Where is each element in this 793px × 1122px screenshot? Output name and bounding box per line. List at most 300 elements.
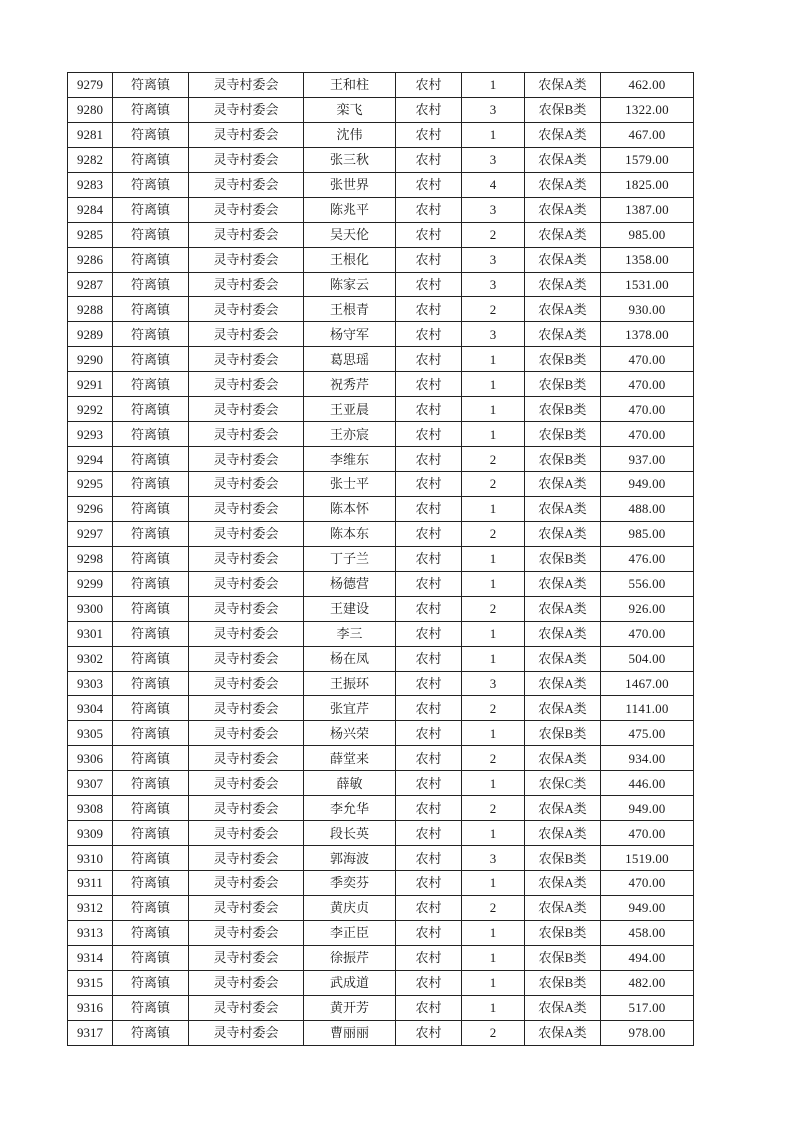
village-committee-cell: 灵寺村委会 (189, 521, 304, 546)
household-type-cell: 农村 (396, 496, 462, 521)
household-type-cell: 农村 (396, 372, 462, 397)
member-count-cell: 3 (462, 97, 525, 122)
household-type-cell: 农村 (396, 347, 462, 372)
insurance-category-cell: 农保A类 (525, 621, 601, 646)
insurance-category-cell: 农保A类 (525, 596, 601, 621)
amount-cell: 1358.00 (601, 247, 694, 272)
name-cell: 王根青 (304, 297, 396, 322)
member-count-cell: 1 (462, 496, 525, 521)
village-committee-cell: 灵寺村委会 (189, 496, 304, 521)
insurance-category-cell: 农保B类 (525, 97, 601, 122)
table-row (68, 621, 694, 646)
household-type-cell: 农村 (396, 272, 462, 297)
name-cell: 季奕芬 (304, 871, 396, 896)
member-count-cell: 1 (462, 821, 525, 846)
table-row (68, 147, 694, 172)
town-cell: 符离镇 (113, 895, 189, 920)
town-cell: 符离镇 (113, 197, 189, 222)
records-table (67, 72, 694, 1046)
village-committee-cell: 灵寺村委会 (189, 1020, 304, 1045)
member-count-cell: 2 (462, 447, 525, 472)
table-row (68, 521, 694, 546)
town-cell: 符离镇 (113, 571, 189, 596)
household-type-cell: 农村 (396, 646, 462, 671)
table-row (68, 646, 694, 671)
amount-cell: 462.00 (601, 73, 694, 98)
name-cell: 张三秋 (304, 147, 396, 172)
name-cell: 李三 (304, 621, 396, 646)
member-count-cell: 2 (462, 746, 525, 771)
household-type-cell: 农村 (396, 920, 462, 945)
town-cell: 符离镇 (113, 147, 189, 172)
record-id-cell: 9317 (68, 1020, 113, 1045)
household-type-cell: 农村 (396, 746, 462, 771)
record-id-cell: 9294 (68, 447, 113, 472)
name-cell: 葛思瑶 (304, 347, 396, 372)
record-id-cell: 9304 (68, 696, 113, 721)
name-cell: 黄庆贞 (304, 895, 396, 920)
town-cell: 符离镇 (113, 322, 189, 347)
household-type-cell: 农村 (396, 97, 462, 122)
village-committee-cell: 灵寺村委会 (189, 172, 304, 197)
town-cell: 符离镇 (113, 222, 189, 247)
member-count-cell: 4 (462, 172, 525, 197)
village-committee-cell: 灵寺村委会 (189, 347, 304, 372)
town-cell: 符离镇 (113, 920, 189, 945)
insurance-category-cell: 农保A类 (525, 521, 601, 546)
record-id-cell: 9279 (68, 73, 113, 98)
household-type-cell: 农村 (396, 821, 462, 846)
village-committee-cell: 灵寺村委会 (189, 671, 304, 696)
member-count-cell: 1 (462, 546, 525, 571)
insurance-category-cell: 农保B类 (525, 422, 601, 447)
amount-cell: 934.00 (601, 746, 694, 771)
record-id-cell: 9286 (68, 247, 113, 272)
member-count-cell: 2 (462, 796, 525, 821)
member-count-cell: 2 (462, 895, 525, 920)
amount-cell: 1531.00 (601, 272, 694, 297)
amount-cell: 930.00 (601, 297, 694, 322)
village-committee-cell: 灵寺村委会 (189, 970, 304, 995)
town-cell: 符离镇 (113, 621, 189, 646)
amount-cell: 937.00 (601, 447, 694, 472)
name-cell: 杨守军 (304, 322, 396, 347)
amount-cell: 494.00 (601, 945, 694, 970)
household-type-cell: 农村 (396, 995, 462, 1020)
amount-cell: 446.00 (601, 771, 694, 796)
amount-cell: 467.00 (601, 122, 694, 147)
town-cell: 符离镇 (113, 671, 189, 696)
table-row (68, 671, 694, 696)
name-cell: 陈本怀 (304, 496, 396, 521)
town-cell: 符离镇 (113, 247, 189, 272)
amount-cell: 1579.00 (601, 147, 694, 172)
town-cell: 符离镇 (113, 97, 189, 122)
table-row (68, 546, 694, 571)
insurance-category-cell: 农保A类 (525, 696, 601, 721)
table-row (68, 721, 694, 746)
town-cell: 符离镇 (113, 696, 189, 721)
name-cell: 陈兆平 (304, 197, 396, 222)
village-committee-cell: 灵寺村委会 (189, 771, 304, 796)
record-id-cell: 9281 (68, 122, 113, 147)
table-row (68, 247, 694, 272)
amount-cell: 949.00 (601, 895, 694, 920)
household-type-cell: 农村 (396, 122, 462, 147)
member-count-cell: 1 (462, 646, 525, 671)
record-id-cell: 9284 (68, 197, 113, 222)
insurance-category-cell: 农保B类 (525, 347, 601, 372)
record-id-cell: 9311 (68, 871, 113, 896)
table-row (68, 122, 694, 147)
town-cell: 符离镇 (113, 521, 189, 546)
member-count-cell: 2 (462, 596, 525, 621)
town-cell: 符离镇 (113, 546, 189, 571)
record-id-cell: 9312 (68, 895, 113, 920)
amount-cell: 1322.00 (601, 97, 694, 122)
town-cell: 符离镇 (113, 472, 189, 497)
household-type-cell: 农村 (396, 447, 462, 472)
household-type-cell: 农村 (396, 846, 462, 871)
table-row (68, 995, 694, 1020)
record-id-cell: 9315 (68, 970, 113, 995)
table-row (68, 970, 694, 995)
household-type-cell: 农村 (396, 472, 462, 497)
record-id-cell: 9283 (68, 172, 113, 197)
member-count-cell: 2 (462, 472, 525, 497)
village-committee-cell: 灵寺村委会 (189, 846, 304, 871)
record-id-cell: 9290 (68, 347, 113, 372)
insurance-category-cell: 农保B类 (525, 372, 601, 397)
name-cell: 沈伟 (304, 122, 396, 147)
town-cell: 符离镇 (113, 172, 189, 197)
table-row (68, 571, 694, 596)
amount-cell: 504.00 (601, 646, 694, 671)
insurance-category-cell: 农保B类 (525, 546, 601, 571)
village-committee-cell: 灵寺村委会 (189, 696, 304, 721)
amount-cell: 470.00 (601, 347, 694, 372)
insurance-category-cell: 农保A类 (525, 796, 601, 821)
table-row (68, 696, 694, 721)
member-count-cell: 1 (462, 771, 525, 796)
insurance-category-cell: 农保B类 (525, 920, 601, 945)
table-row (68, 945, 694, 970)
record-id-cell: 9310 (68, 846, 113, 871)
record-id-cell: 9280 (68, 97, 113, 122)
table-row (68, 895, 694, 920)
town-cell: 符离镇 (113, 122, 189, 147)
amount-cell: 488.00 (601, 496, 694, 521)
amount-cell: 470.00 (601, 422, 694, 447)
household-type-cell: 农村 (396, 696, 462, 721)
town-cell: 符离镇 (113, 945, 189, 970)
village-committee-cell: 灵寺村委会 (189, 197, 304, 222)
table-row (68, 297, 694, 322)
table-row (68, 871, 694, 896)
member-count-cell: 1 (462, 721, 525, 746)
town-cell: 符离镇 (113, 796, 189, 821)
member-count-cell: 3 (462, 147, 525, 172)
amount-cell: 470.00 (601, 871, 694, 896)
member-count-cell: 1 (462, 621, 525, 646)
insurance-category-cell: 农保A类 (525, 122, 601, 147)
record-id-cell: 9300 (68, 596, 113, 621)
household-type-cell: 农村 (396, 1020, 462, 1045)
insurance-category-cell: 农保A类 (525, 871, 601, 896)
amount-cell: 470.00 (601, 621, 694, 646)
record-id-cell: 9291 (68, 372, 113, 397)
table-row (68, 422, 694, 447)
insurance-category-cell: 农保B类 (525, 397, 601, 422)
table-row (68, 920, 694, 945)
member-count-cell: 3 (462, 197, 525, 222)
household-type-cell: 农村 (396, 521, 462, 546)
town-cell: 符离镇 (113, 73, 189, 98)
amount-cell: 1519.00 (601, 846, 694, 871)
town-cell: 符离镇 (113, 372, 189, 397)
amount-cell: 476.00 (601, 546, 694, 571)
village-committee-cell: 灵寺村委会 (189, 422, 304, 447)
town-cell: 符离镇 (113, 496, 189, 521)
insurance-category-cell: 农保A类 (525, 995, 601, 1020)
name-cell: 薛敏 (304, 771, 396, 796)
insurance-category-cell: 农保A类 (525, 472, 601, 497)
amount-cell: 458.00 (601, 920, 694, 945)
town-cell: 符离镇 (113, 771, 189, 796)
town-cell: 符离镇 (113, 397, 189, 422)
record-id-cell: 9313 (68, 920, 113, 945)
village-committee-cell: 灵寺村委会 (189, 920, 304, 945)
member-count-cell: 1 (462, 397, 525, 422)
household-type-cell: 农村 (396, 197, 462, 222)
record-id-cell: 9297 (68, 521, 113, 546)
record-id-cell: 9292 (68, 397, 113, 422)
town-cell: 符离镇 (113, 1020, 189, 1045)
amount-cell: 949.00 (601, 796, 694, 821)
amount-cell: 475.00 (601, 721, 694, 746)
records-table-body (68, 73, 694, 1046)
household-type-cell: 农村 (396, 397, 462, 422)
table-row (68, 796, 694, 821)
village-committee-cell: 灵寺村委会 (189, 272, 304, 297)
record-id-cell: 9307 (68, 771, 113, 796)
village-committee-cell: 灵寺村委会 (189, 546, 304, 571)
town-cell: 符离镇 (113, 821, 189, 846)
table-row (68, 397, 694, 422)
record-id-cell: 9288 (68, 297, 113, 322)
village-committee-cell: 灵寺村委会 (189, 73, 304, 98)
name-cell: 祝秀芹 (304, 372, 396, 397)
village-committee-cell: 灵寺村委会 (189, 222, 304, 247)
name-cell: 徐振芹 (304, 945, 396, 970)
village-committee-cell: 灵寺村委会 (189, 821, 304, 846)
record-id-cell: 9295 (68, 472, 113, 497)
insurance-category-cell: 农保A类 (525, 895, 601, 920)
village-committee-cell: 灵寺村委会 (189, 447, 304, 472)
town-cell: 符离镇 (113, 871, 189, 896)
town-cell: 符离镇 (113, 272, 189, 297)
household-type-cell: 农村 (396, 422, 462, 447)
village-committee-cell: 灵寺村委会 (189, 796, 304, 821)
insurance-category-cell: 农保A类 (525, 197, 601, 222)
name-cell: 王和柱 (304, 73, 396, 98)
record-id-cell: 9302 (68, 646, 113, 671)
insurance-category-cell: 农保A类 (525, 821, 601, 846)
insurance-category-cell: 农保B类 (525, 945, 601, 970)
table-row (68, 746, 694, 771)
record-id-cell: 9289 (68, 322, 113, 347)
name-cell: 李正臣 (304, 920, 396, 945)
village-committee-cell: 灵寺村委会 (189, 746, 304, 771)
village-committee-cell: 灵寺村委会 (189, 397, 304, 422)
household-type-cell: 农村 (396, 721, 462, 746)
record-id-cell: 9299 (68, 571, 113, 596)
name-cell: 薛堂来 (304, 746, 396, 771)
name-cell: 张宜芹 (304, 696, 396, 721)
insurance-category-cell: 农保A类 (525, 646, 601, 671)
village-committee-cell: 灵寺村委会 (189, 297, 304, 322)
table-row (68, 1020, 694, 1045)
amount-cell: 470.00 (601, 397, 694, 422)
village-committee-cell: 灵寺村委会 (189, 621, 304, 646)
household-type-cell: 农村 (396, 771, 462, 796)
insurance-category-cell: 农保A类 (525, 322, 601, 347)
household-type-cell: 农村 (396, 322, 462, 347)
household-type-cell: 农村 (396, 147, 462, 172)
name-cell: 李允华 (304, 796, 396, 821)
member-count-cell: 2 (462, 696, 525, 721)
village-committee-cell: 灵寺村委会 (189, 596, 304, 621)
table-row (68, 447, 694, 472)
record-id-cell: 9303 (68, 671, 113, 696)
amount-cell: 926.00 (601, 596, 694, 621)
village-committee-cell: 灵寺村委会 (189, 945, 304, 970)
insurance-category-cell: 农保B类 (525, 447, 601, 472)
town-cell: 符离镇 (113, 721, 189, 746)
name-cell: 杨兴荣 (304, 721, 396, 746)
town-cell: 符离镇 (113, 970, 189, 995)
village-committee-cell: 灵寺村委会 (189, 372, 304, 397)
member-count-cell: 1 (462, 571, 525, 596)
name-cell: 郭海波 (304, 846, 396, 871)
table-row (68, 272, 694, 297)
amount-cell: 470.00 (601, 821, 694, 846)
table-row (68, 472, 694, 497)
household-type-cell: 农村 (396, 871, 462, 896)
name-cell: 杨德营 (304, 571, 396, 596)
table-row (68, 372, 694, 397)
member-count-cell: 1 (462, 920, 525, 945)
village-committee-cell: 灵寺村委会 (189, 322, 304, 347)
insurance-category-cell: 农保A类 (525, 73, 601, 98)
household-type-cell: 农村 (396, 945, 462, 970)
amount-cell: 556.00 (601, 571, 694, 596)
amount-cell: 985.00 (601, 521, 694, 546)
member-count-cell: 2 (462, 521, 525, 546)
member-count-cell: 3 (462, 247, 525, 272)
household-type-cell: 农村 (396, 970, 462, 995)
table-row (68, 496, 694, 521)
record-id-cell: 9298 (68, 546, 113, 571)
town-cell: 符离镇 (113, 846, 189, 871)
insurance-category-cell: 农保C类 (525, 771, 601, 796)
household-type-cell: 农村 (396, 73, 462, 98)
table-row (68, 322, 694, 347)
insurance-category-cell: 农保B类 (525, 846, 601, 871)
member-count-cell: 1 (462, 970, 525, 995)
record-id-cell: 9316 (68, 995, 113, 1020)
amount-cell: 1387.00 (601, 197, 694, 222)
name-cell: 杨在凤 (304, 646, 396, 671)
insurance-category-cell: 农保A类 (525, 746, 601, 771)
household-type-cell: 农村 (396, 546, 462, 571)
village-committee-cell: 灵寺村委会 (189, 995, 304, 1020)
household-type-cell: 农村 (396, 796, 462, 821)
amount-cell: 978.00 (601, 1020, 694, 1045)
table-row (68, 347, 694, 372)
name-cell: 吴天伦 (304, 222, 396, 247)
village-committee-cell: 灵寺村委会 (189, 895, 304, 920)
amount-cell: 1141.00 (601, 696, 694, 721)
member-count-cell: 3 (462, 846, 525, 871)
record-id-cell: 9306 (68, 746, 113, 771)
member-count-cell: 1 (462, 945, 525, 970)
member-count-cell: 1 (462, 372, 525, 397)
name-cell: 栾飞 (304, 97, 396, 122)
insurance-category-cell: 农保A类 (525, 297, 601, 322)
town-cell: 符离镇 (113, 297, 189, 322)
insurance-category-cell: 农保A类 (525, 272, 601, 297)
village-committee-cell: 灵寺村委会 (189, 646, 304, 671)
insurance-category-cell: 农保A类 (525, 247, 601, 272)
record-id-cell: 9293 (68, 422, 113, 447)
insurance-category-cell: 农保A类 (525, 571, 601, 596)
amount-cell: 482.00 (601, 970, 694, 995)
name-cell: 丁子兰 (304, 546, 396, 571)
record-id-cell: 9309 (68, 821, 113, 846)
record-id-cell: 9314 (68, 945, 113, 970)
amount-cell: 949.00 (601, 472, 694, 497)
name-cell: 陈家云 (304, 272, 396, 297)
table-row (68, 172, 694, 197)
member-count-cell: 1 (462, 422, 525, 447)
member-count-cell: 1 (462, 122, 525, 147)
name-cell: 王根化 (304, 247, 396, 272)
member-count-cell: 2 (462, 297, 525, 322)
town-cell: 符离镇 (113, 347, 189, 372)
name-cell: 段长英 (304, 821, 396, 846)
household-type-cell: 农村 (396, 596, 462, 621)
member-count-cell: 2 (462, 1020, 525, 1045)
insurance-category-cell: 农保B类 (525, 721, 601, 746)
name-cell: 武成道 (304, 970, 396, 995)
table-row (68, 97, 694, 122)
amount-cell: 470.00 (601, 372, 694, 397)
insurance-category-cell: 农保B类 (525, 970, 601, 995)
table-row (68, 771, 694, 796)
town-cell: 符离镇 (113, 995, 189, 1020)
household-type-cell: 农村 (396, 247, 462, 272)
member-count-cell: 1 (462, 73, 525, 98)
member-count-cell: 2 (462, 222, 525, 247)
household-type-cell: 农村 (396, 172, 462, 197)
name-cell: 陈本东 (304, 521, 396, 546)
household-type-cell: 农村 (396, 671, 462, 696)
household-type-cell: 农村 (396, 895, 462, 920)
member-count-cell: 1 (462, 347, 525, 372)
town-cell: 符离镇 (113, 596, 189, 621)
insurance-category-cell: 农保A类 (525, 496, 601, 521)
